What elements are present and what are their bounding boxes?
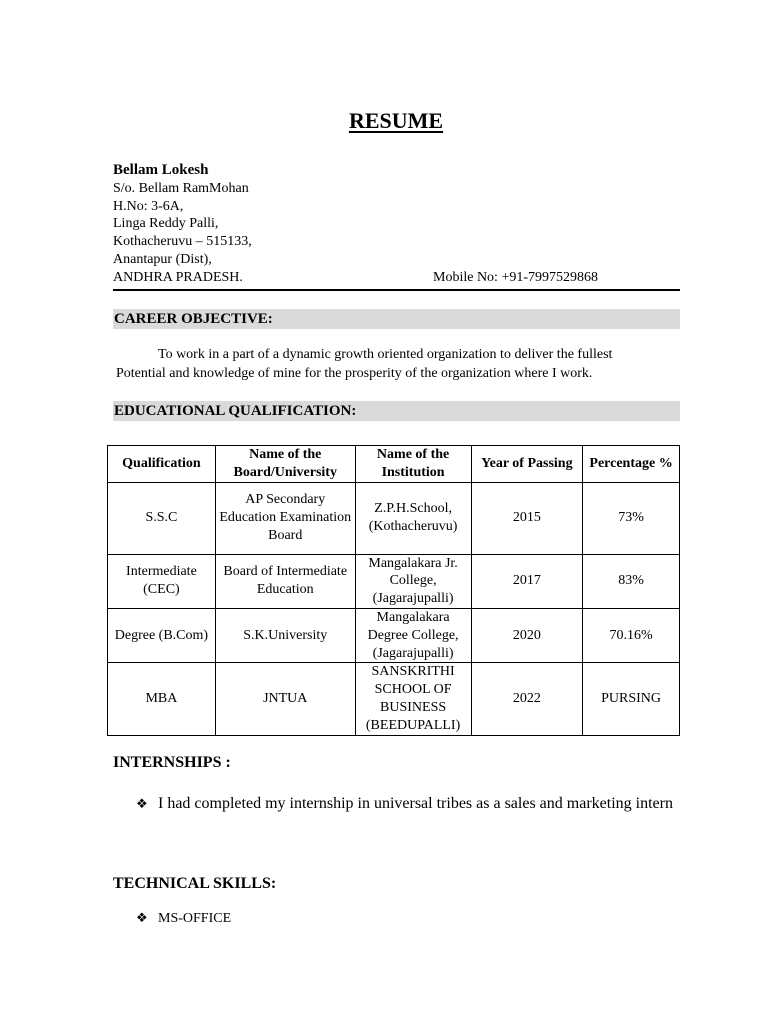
table-cell: Mangalakara Jr. College, (Jagarajupalli) [355, 554, 471, 608]
address-line: S/o. Bellam RamMohan [113, 180, 249, 196]
skill-text: MS-OFFICE [158, 911, 232, 926]
table-cell: SANSKRITHI SCHOOL OF BUSINESS (BEEDUPALLI) [355, 663, 471, 735]
resume-title: RESUME [348, 108, 444, 133]
column-header: Year of Passing [471, 446, 583, 483]
contact-block [113, 162, 252, 287]
career-objective-heading-text: CAREER OBJECTIVE: [114, 311, 273, 327]
table-cell: JNTUA [215, 663, 355, 735]
column-header: Qualification [108, 446, 216, 483]
address-line: ANDHRA PRADESH. [113, 269, 243, 285]
table-cell: 73% [583, 482, 680, 554]
table-cell: 2017 [471, 554, 583, 608]
address-line: Anantapur (Dist), [113, 251, 212, 267]
column-header: Percentage % [583, 446, 680, 483]
table-cell: S.S.C [108, 482, 216, 554]
internship-item [136, 793, 680, 815]
table-cell: Intermediate (CEC) [108, 554, 216, 608]
technical-skills-heading: TECHNICAL SKILLS: [113, 875, 277, 892]
table-cell: 2015 [471, 482, 583, 554]
internship-text: I had completed my internship in universal tribes as a sales and marketing intern [158, 795, 673, 812]
table-cell: 2020 [471, 608, 583, 662]
address-line: Linga Reddy Palli, [113, 216, 219, 232]
table-cell: Board of Intermediate Education [215, 554, 355, 608]
diamond-bullet-icon: ❖ [136, 796, 148, 811]
mobile-number: Mobile No: +91-7997529868 [433, 270, 598, 285]
candidate-name: Bellam Lokesh [113, 162, 209, 178]
table-cell: Mangalakara Degree College, (Jagarajupalli) [355, 608, 471, 662]
table-row [108, 663, 680, 735]
education-table [107, 445, 680, 736]
table-cell: 70.16% [583, 608, 680, 662]
table-row [108, 608, 680, 662]
objective-line: Potential and knowledge of mine for the prosperity of the organization where I work. [116, 365, 593, 381]
table-header-row [108, 446, 680, 483]
column-header: Name of the Institution [355, 446, 471, 483]
table-cell: MBA [108, 663, 216, 735]
table-cell: Degree (B.Com) [108, 608, 216, 662]
table-row [108, 554, 680, 608]
table-cell: AP Secondary Education Examination Board [215, 482, 355, 554]
education-heading [113, 401, 680, 421]
address-line: Kothacheruvu – 515133, [113, 234, 252, 250]
career-objective-text [116, 346, 680, 383]
table-cell: 83% [583, 554, 680, 608]
table-cell: S.K.University [215, 608, 355, 662]
column-header: Name of the Board/University [215, 446, 355, 483]
career-objective-heading [113, 309, 680, 329]
table-cell: 2022 [471, 663, 583, 735]
skill-item [136, 910, 231, 927]
internships-heading: INTERNSHIPS : [113, 754, 231, 771]
objective-line: To work in a part of a dynamic growth oriented organization to deliver the fullest [158, 347, 613, 362]
diamond-bullet-icon: ❖ [136, 910, 148, 925]
table-cell: Z.P.H.School, (Kothacheruvu) [355, 482, 471, 554]
table-row [108, 482, 680, 554]
address-line: H.No: 3-6A, [113, 198, 184, 214]
table-cell: PURSING [583, 663, 680, 735]
education-heading-text: EDUCATIONAL QUALIFICATION: [114, 403, 357, 419]
header-divider [113, 289, 680, 291]
